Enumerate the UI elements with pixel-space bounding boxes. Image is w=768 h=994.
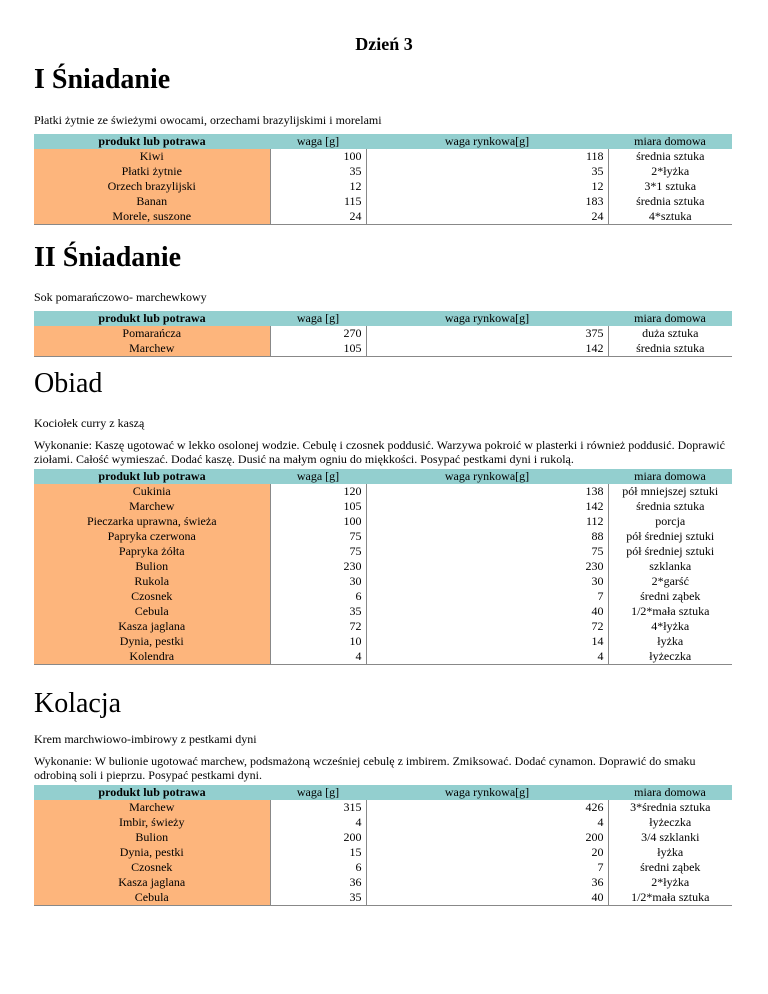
instructions: Wykonanie: Kaszę ugotować w lekko osolonej wodzie. Cebulę i czosnek poddusić. Warzywa pokroić w plasterki i również poddusić. Doprawić ziołami. Całość wymieszać. Dodać kaszę. Dusić na małym ogniu do miękkości. Posypać pestkami dyni i rukolą. [34, 438, 725, 466]
day-title: Dzień 3 [355, 34, 413, 54]
ingredient-name: Papryka żółta [34, 544, 270, 559]
market-weight-value: 30 [366, 574, 608, 589]
weight-value: 200 [270, 830, 366, 845]
measure-value: 4*łyżka [651, 619, 690, 633]
table-row [34, 604, 732, 619]
weight-value: 315 [270, 800, 366, 815]
header-weight: waga [g] [270, 785, 366, 800]
measure-value: średni ząbek [640, 860, 701, 874]
market-weight-value: 35 [366, 164, 608, 179]
market-weight-value: 20 [366, 845, 608, 860]
weight-value: 4 [270, 649, 366, 665]
weight-value: 36 [270, 875, 366, 890]
header-measure: miara domowa [608, 134, 732, 149]
weight-value: 4 [270, 815, 366, 830]
market-weight-value: 72 [366, 619, 608, 634]
measure-value: pół mniejszej sztuki [622, 484, 719, 498]
header-weight: waga [g] [270, 134, 366, 149]
ingredient-name: Cukinia [34, 484, 270, 499]
header-measure: miara domowa [608, 785, 732, 800]
measure-value: średnia sztuka [636, 499, 705, 513]
table-row [34, 649, 732, 665]
table-row [34, 164, 732, 179]
market-weight-value: 40 [366, 604, 608, 619]
ingredients-table [34, 469, 732, 665]
table-row [34, 499, 732, 514]
ingredient-name: Płatki żytnie [34, 164, 270, 179]
weight-value: 35 [270, 890, 366, 906]
dish-name: Sok pomarańczowo- marchewkowy [34, 290, 207, 304]
header-weight: waga [g] [270, 469, 366, 484]
header-market-weight: waga rynkowa[g] [366, 469, 608, 484]
ingredient-name: Pieczarka uprawna, świeża [34, 514, 270, 529]
ingredients-table [34, 311, 732, 357]
measure-value: 2*łyżka [651, 875, 690, 889]
ingredients-table [34, 785, 732, 906]
market-weight-value: 24 [366, 209, 608, 225]
table-row [34, 574, 732, 589]
measure-value: 2*łyżka [651, 164, 690, 178]
weight-value: 230 [270, 559, 366, 574]
measure-value: średnia sztuka [636, 341, 705, 355]
measure-value: średnia sztuka [636, 149, 705, 163]
weight-value: 270 [270, 326, 366, 341]
instructions: Wykonanie: W bulionie ugotować marchew, podsmażoną wcześniej cebulę z imbirem. Zmiksować. Dodać cynamon. Doprawić do smaku odrobiną soli i pieprzu. Posypać pestkami dyni. [34, 754, 696, 782]
section-lunch [34, 368, 734, 665]
table-row [34, 860, 732, 875]
market-weight-value: 142 [366, 499, 608, 514]
weight-value: 75 [270, 529, 366, 544]
ingredient-name: Dynia, pestki [34, 845, 270, 860]
section-title: Kolacja [34, 688, 122, 719]
market-weight-value: 12 [366, 179, 608, 194]
dish-name: Krem marchwiowo-imbirowy z pestkami dyni [34, 732, 257, 746]
header-name: produkt lub potrawa [34, 469, 270, 484]
ingredient-name: Morele, suszone [34, 209, 270, 225]
weight-value: 100 [270, 149, 366, 164]
market-weight-value: 36 [366, 875, 608, 890]
measure-value: łyżeczka [649, 815, 692, 829]
table-row [34, 326, 732, 341]
market-weight-value: 88 [366, 529, 608, 544]
ingredient-name: Kolendra [34, 649, 270, 665]
ingredient-name: Kasza jaglana [34, 619, 270, 634]
measure-value: łyżka [657, 845, 684, 859]
ingredient-name: Kiwi [34, 149, 270, 164]
ingredient-name: Czosnek [34, 860, 270, 875]
table-row [34, 845, 732, 860]
ingredient-name: Papryka czerwona [34, 529, 270, 544]
table-row [34, 890, 732, 906]
ingredient-name: Cebula [34, 604, 270, 619]
weight-value: 15 [270, 845, 366, 860]
ingredient-name: Czosnek [34, 589, 270, 604]
measure-value: średnia sztuka [636, 194, 705, 208]
table-row [34, 815, 732, 830]
section-title: I Śniadanie [34, 64, 171, 95]
section-title: II Śniadanie [34, 242, 182, 273]
weight-value: 6 [270, 589, 366, 604]
ingredient-name: Bulion [34, 830, 270, 845]
section-breakfast-2 [34, 242, 734, 357]
ingredients-table [34, 134, 732, 225]
section-title: Obiad [34, 368, 103, 399]
market-weight-value: 4 [366, 815, 608, 830]
weight-value: 105 [270, 341, 366, 357]
section-breakfast-1 [34, 64, 734, 225]
ingredient-name: Marchew [34, 341, 270, 357]
ingredient-name: Marchew [34, 800, 270, 815]
weight-value: 35 [270, 604, 366, 619]
table-row [34, 179, 732, 194]
market-weight-value: 4 [366, 649, 608, 665]
weight-value: 75 [270, 544, 366, 559]
market-weight-value: 118 [366, 149, 608, 164]
ingredient-name: Cebula [34, 890, 270, 906]
table-row [34, 830, 732, 845]
header-name: produkt lub potrawa [34, 785, 270, 800]
table-row [34, 341, 732, 357]
market-weight-value: 7 [366, 860, 608, 875]
table-row [34, 544, 732, 559]
market-weight-value: 230 [366, 559, 608, 574]
table-row [34, 875, 732, 890]
header-market-weight: waga rynkowa[g] [366, 134, 608, 149]
market-weight-value: 142 [366, 341, 608, 357]
table-row [34, 149, 732, 164]
table-row [34, 589, 732, 604]
table-row [34, 484, 732, 499]
weight-value: 105 [270, 499, 366, 514]
table-row [34, 514, 732, 529]
ingredient-name: Bulion [34, 559, 270, 574]
weight-value: 24 [270, 209, 366, 225]
ingredient-name: Orzech brazylijski [34, 179, 270, 194]
ingredient-name: Pomarańcza [34, 326, 270, 341]
measure-value: 3*1 sztuka [644, 179, 697, 193]
weight-value: 6 [270, 860, 366, 875]
table-row [34, 559, 732, 574]
header-measure: miara domowa [608, 469, 732, 484]
weight-value: 120 [270, 484, 366, 499]
ingredient-name: Rukola [34, 574, 270, 589]
measure-value: pół średniej sztuki [626, 544, 715, 558]
measure-value: 3*średnia sztuka [630, 800, 711, 814]
table-row [34, 529, 732, 544]
measure-value: łyżeczka [649, 649, 692, 663]
measure-value: 3/4 szklanki [641, 830, 700, 844]
ingredient-name: Kasza jaglana [34, 875, 270, 890]
header-measure: miara domowa [608, 311, 732, 326]
ingredient-name: Dynia, pestki [34, 634, 270, 649]
market-weight-value: 200 [366, 830, 608, 845]
measure-value: pół średniej sztuki [626, 529, 715, 543]
market-weight-value: 14 [366, 634, 608, 649]
section-dinner [34, 688, 734, 906]
measure-value: porcja [655, 514, 686, 528]
measure-value: średni ząbek [640, 589, 701, 603]
weight-value: 10 [270, 634, 366, 649]
header-name: produkt lub potrawa [34, 134, 270, 149]
weight-value: 35 [270, 164, 366, 179]
dish-name: Płatki żytnie ze świeżymi owocami, orzechami brazylijskimi i morelami [34, 113, 382, 127]
table-row [34, 800, 732, 815]
measure-value: 2*garść [651, 574, 689, 588]
market-weight-value: 375 [366, 326, 608, 341]
market-weight-value: 7 [366, 589, 608, 604]
weight-value: 72 [270, 619, 366, 634]
market-weight-value: 138 [366, 484, 608, 499]
weight-value: 12 [270, 179, 366, 194]
header-weight: waga [g] [270, 311, 366, 326]
ingredient-name: Banan [34, 194, 270, 209]
market-weight-value: 183 [366, 194, 608, 209]
table-row [34, 634, 732, 649]
market-weight-value: 75 [366, 544, 608, 559]
measure-value: duża sztuka [642, 326, 699, 340]
measure-value: 1/2*mała sztuka [631, 604, 710, 618]
table-row [34, 194, 732, 209]
dish-name: Kociołek curry z kaszą [34, 416, 145, 430]
weight-value: 100 [270, 514, 366, 529]
ingredient-name: Imbir, świeży [34, 815, 270, 830]
measure-value: szklanka [649, 559, 692, 573]
market-weight-value: 426 [366, 800, 608, 815]
weight-value: 115 [270, 194, 366, 209]
table-row [34, 619, 732, 634]
weight-value: 30 [270, 574, 366, 589]
measure-value: 1/2*mała sztuka [631, 890, 710, 904]
market-weight-value: 40 [366, 890, 608, 906]
measure-value: 4*sztuka [648, 209, 692, 223]
header-market-weight: waga rynkowa[g] [366, 311, 608, 326]
table-row [34, 209, 732, 225]
ingredient-name: Marchew [34, 499, 270, 514]
header-market-weight: waga rynkowa[g] [366, 785, 608, 800]
market-weight-value: 112 [366, 514, 608, 529]
measure-value: łyżka [657, 634, 684, 648]
header-name: produkt lub potrawa [34, 311, 270, 326]
